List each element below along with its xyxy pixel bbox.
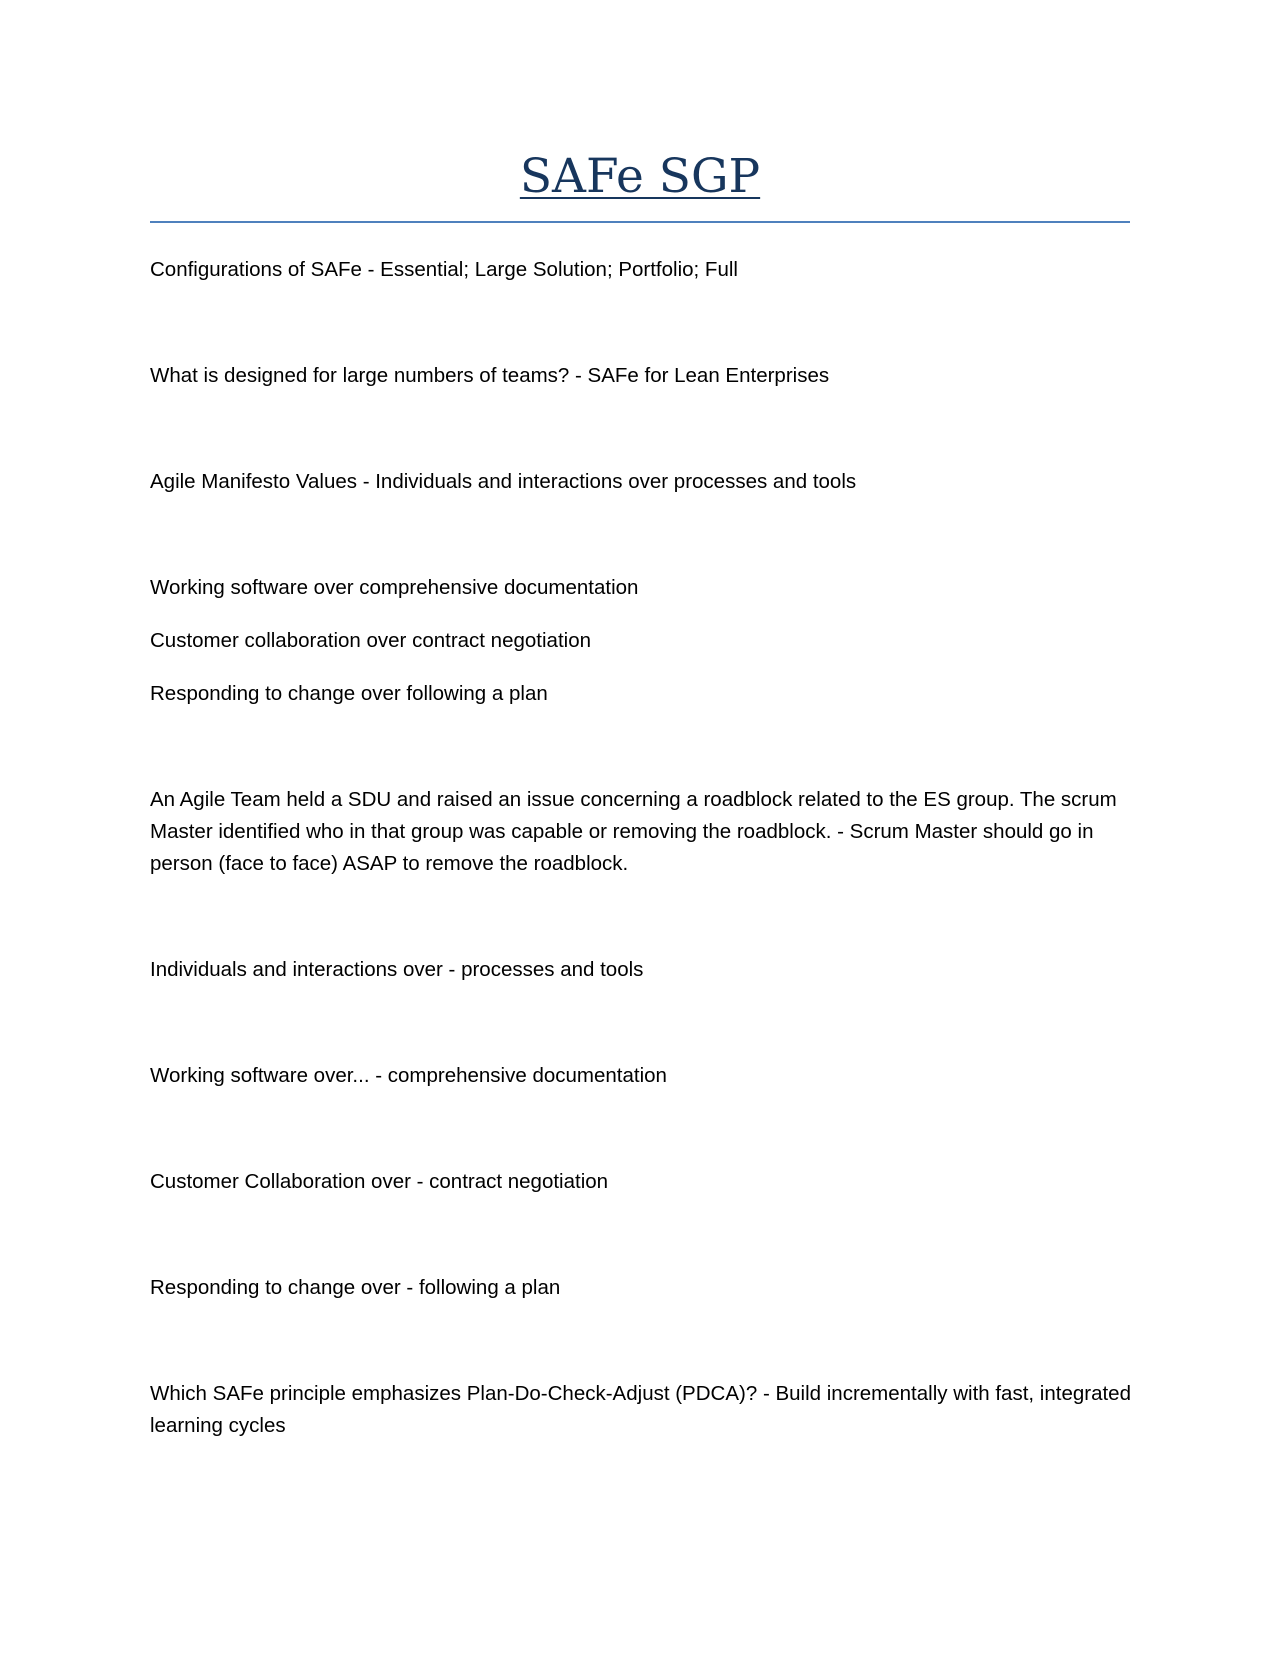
title-divider bbox=[150, 221, 1130, 223]
paragraph-customer-collaboration: Customer collaboration over contract negotiation bbox=[150, 629, 591, 652]
paragraph-configurations: Configurations of SAFe - Essential; Large Solution; Portfolio; Full bbox=[150, 258, 738, 281]
paragraph-manifesto-values: Agile Manifesto Values - Individuals and interactions over processes and tools bbox=[150, 470, 857, 493]
paragraph-responding-to-change: Responding to change over following a plan bbox=[150, 682, 548, 705]
paragraph-working-software: Working software over comprehensive documentation bbox=[150, 576, 639, 599]
paragraph-large-teams: What is designed for large numbers of teams? - SAFe for Lean Enterprises bbox=[150, 364, 830, 387]
paragraph-working-software-over: Working software over... - comprehensive documentation bbox=[150, 1064, 667, 1087]
document-title: SAFe SGP bbox=[519, 149, 761, 204]
paragraph-customer-collaboration-over: Customer Collaboration over - contract negotiation bbox=[150, 1170, 609, 1193]
paragraph-roadblock-question: An Agile Team held a SDU and raised an issue concerning a roadblock related to the ES group. The scrum Master identified who in that group was capable or removing the roadblock. - Scrum Master should go in person (face to face) ASAP to remove the roadblock. bbox=[150, 788, 1117, 875]
paragraph-pdca-principle: Which SAFe principle emphasizes Plan-Do-Check-Adjust (PDCA)? - Build incrementally with fast, integrated learning cycles bbox=[150, 1382, 1131, 1437]
paragraph-responding-over: Responding to change over - following a plan bbox=[150, 1276, 561, 1299]
paragraph-individuals-interactions: Individuals and interactions over - processes and tools bbox=[150, 958, 644, 981]
